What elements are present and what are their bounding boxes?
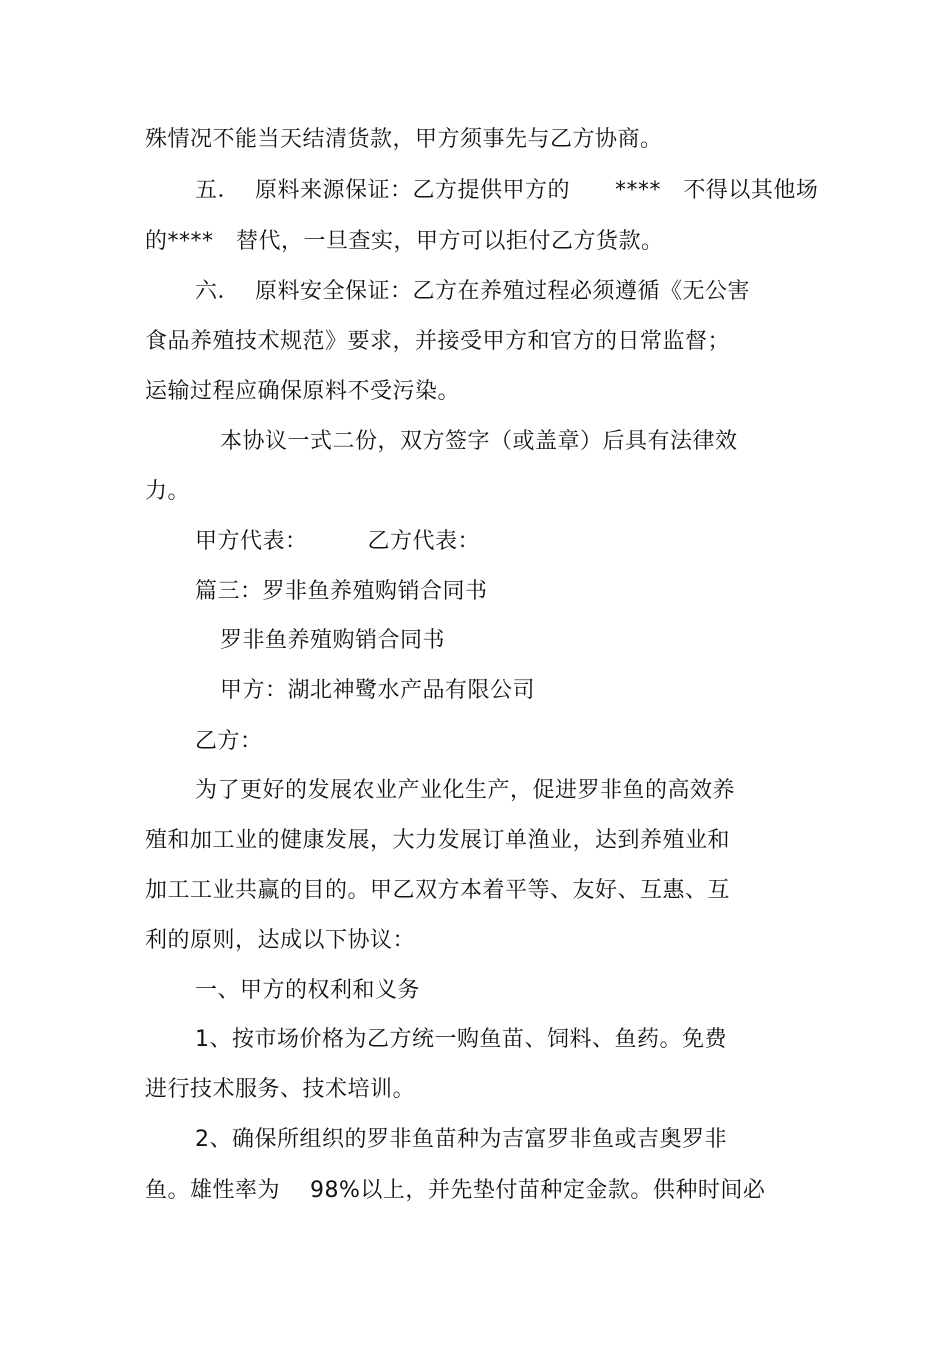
text-line: 殖和加工业的健康发展，大力发展订单渔业，达到养殖业和 [145, 828, 731, 853]
text-line: 殊情况不能当天结清货款，甲方须事先与乙方协商。 [145, 127, 663, 152]
contract-title: 罗非鱼养殖购销合同书 [220, 628, 446, 653]
text-line: 加工工业共赢的目的。甲乙双方本着平等、友好、互惠、互 [145, 878, 731, 903]
text-line: 六． 原料安全保证：乙方在养殖过程必须遵循《无公害 [195, 279, 750, 304]
clause-heading: 一、甲方的权利和义务 [195, 978, 421, 1003]
text-line: 运输过程应确保原料不受污染。 [145, 379, 461, 404]
text-line: 1、按市场价格为乙方统一购鱼苗、饲料、鱼药。免费 [195, 1027, 727, 1052]
text-line: 本协议一式二份，双方签字（或盖章）后具有法律效 [220, 429, 738, 454]
text-line: 进行技术服务、技术培训。 [145, 1077, 416, 1102]
party-b-line: 乙方： [195, 729, 263, 754]
text-line: 为了更好的发展农业产业化生产，促进罗非鱼的高效养 [195, 778, 736, 803]
text-line: 力。 [145, 479, 191, 504]
text-line: 五． 原料来源保证：乙方提供甲方的 **** 不得以其他场 [195, 178, 819, 203]
text-line: 利的原则，达成以下协议： [145, 928, 416, 953]
party-a-line: 甲方：湖北神鹭水产品有限公司 [220, 678, 536, 703]
section-heading: 篇三：罗非鱼养殖购销合同书 [195, 579, 488, 604]
text-line: 2、确保所组织的罗非鱼苗种为吉富罗非鱼或吉奥罗非 [195, 1127, 727, 1152]
signature-line: 甲方代表： 乙方代表： [195, 529, 480, 554]
text-line: 的**** 替代，一旦查实，甲方可以拒付乙方货款。 [145, 229, 664, 254]
text-line: 鱼。雄性率为 98%以上，并先垫付苗种定金款。供种时间必 [145, 1178, 766, 1203]
text-line: 食品养殖技术规范》要求，并接受甲方和官方的日常监督； [145, 329, 731, 354]
